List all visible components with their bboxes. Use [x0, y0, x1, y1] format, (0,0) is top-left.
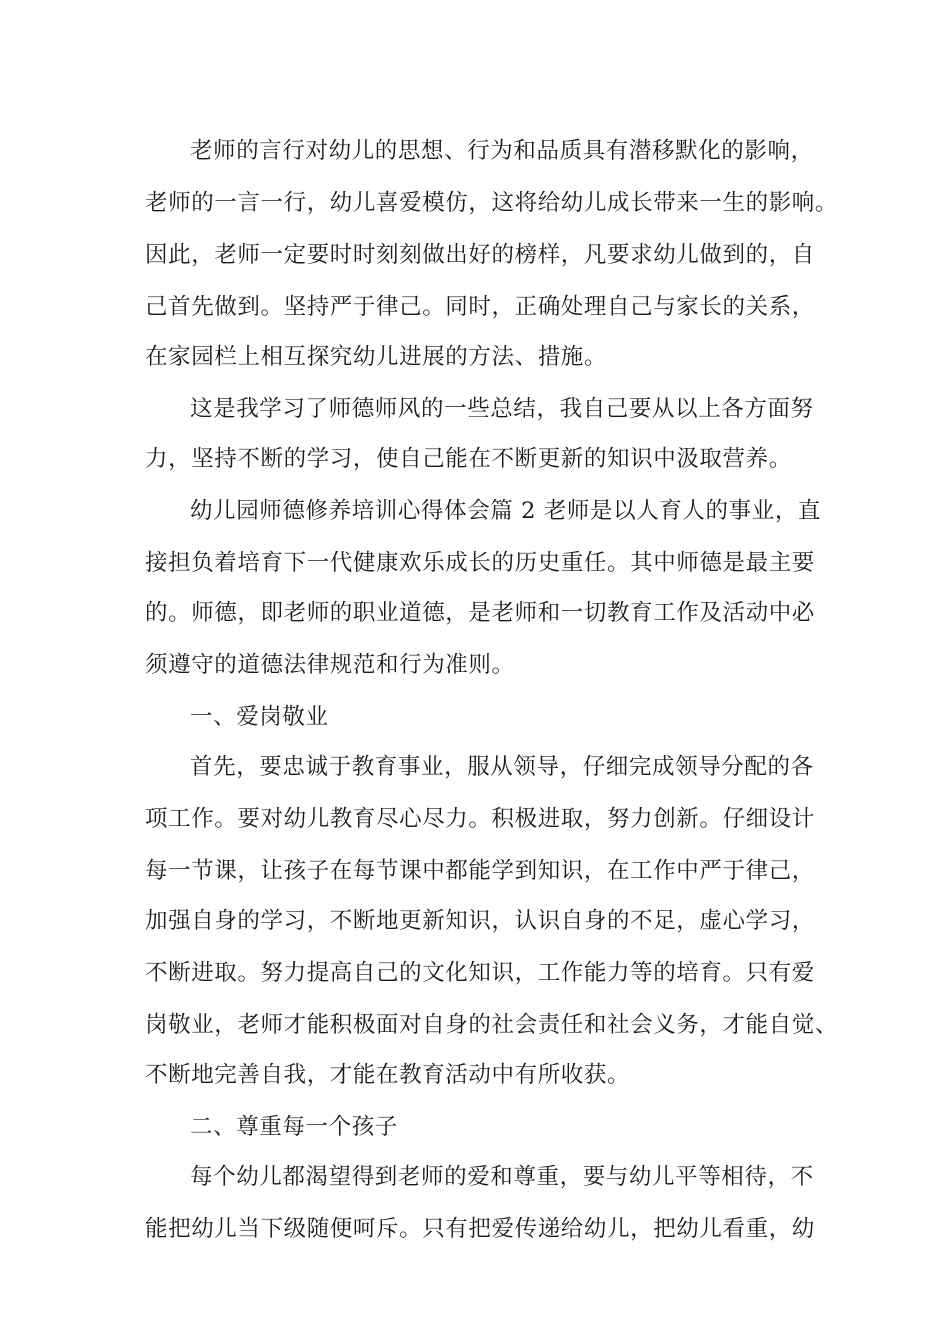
text-line: 首先，要忠诚于教育事业，服从领导，仔细完成领导分配的各 [190, 754, 814, 780]
text-line: 的。师德，即老师的职业道德，是老师和一切教育工作及活动中必 [145, 600, 815, 626]
text-line: 项工作。要对幼儿教育尽心尽力。积极进取，努力创新。仔细设计 [145, 806, 815, 832]
text-line: 力，坚持不断的学习，使自己能在不断更新的知识中汲取营养。 [145, 446, 792, 472]
text-line: 不断进取。努力提高自己的文化知识，工作能力等的培育。只有爱 [145, 960, 815, 986]
text-line: 每一节课，让孩子在每节课中都能学到知识，在工作中严于律己， [145, 858, 815, 884]
text-line: 不断地完善自我，才能在教育活动中有所收获。 [145, 1062, 631, 1088]
section-heading: 一、爱岗敬业 [190, 704, 329, 730]
text-line: 己首先做到。坚持严于律己。同时，正确处理自己与家长的关系， [145, 294, 815, 320]
text-line: 老师的一言一行，幼儿喜爱模仿，这将给幼儿成长带来一生的影响。 [145, 190, 839, 216]
text-line: 这是我学习了师德师风的一些总结，我自己要从以上各方面努 [190, 396, 814, 422]
text-line: 因此，老师一定要时时刻刻做出好的榜样，凡要求幼儿做到的，自 [145, 242, 815, 268]
text-line: 每个幼儿都渴望得到老师的爱和尊重，要与幼儿平等相待，不 [190, 1164, 814, 1190]
text-line: 老师的言行对幼儿的思想、行为和品质具有潜移默化的影响， [190, 138, 814, 164]
text-line: 能把幼儿当下级随便呵斥。只有把爱传递给幼儿，把幼儿看重，幼 [145, 1216, 815, 1242]
text-line: 在家园栏上相互探究幼儿进展的方法、措施。 [145, 344, 608, 370]
text-line: 幼儿园师德修养培训心得体会篇 2 老师是以人育人的事业，直 [190, 498, 822, 524]
text-line: 加强自身的学习，不断地更新知识，认识自身的不足，虚心学习， [145, 908, 815, 934]
text-line: 须遵守的道德法律规范和行为准则。 [145, 652, 515, 678]
section-heading: 二、尊重每一个孩子 [190, 1114, 398, 1140]
text-line: 岗敬业，老师才能积极面对自身的社会责任和社会义务，才能自觉、 [145, 1012, 839, 1038]
text-line: 接担负着培育下一代健康欢乐成长的历史重任。其中师德是最主要 [145, 550, 815, 576]
